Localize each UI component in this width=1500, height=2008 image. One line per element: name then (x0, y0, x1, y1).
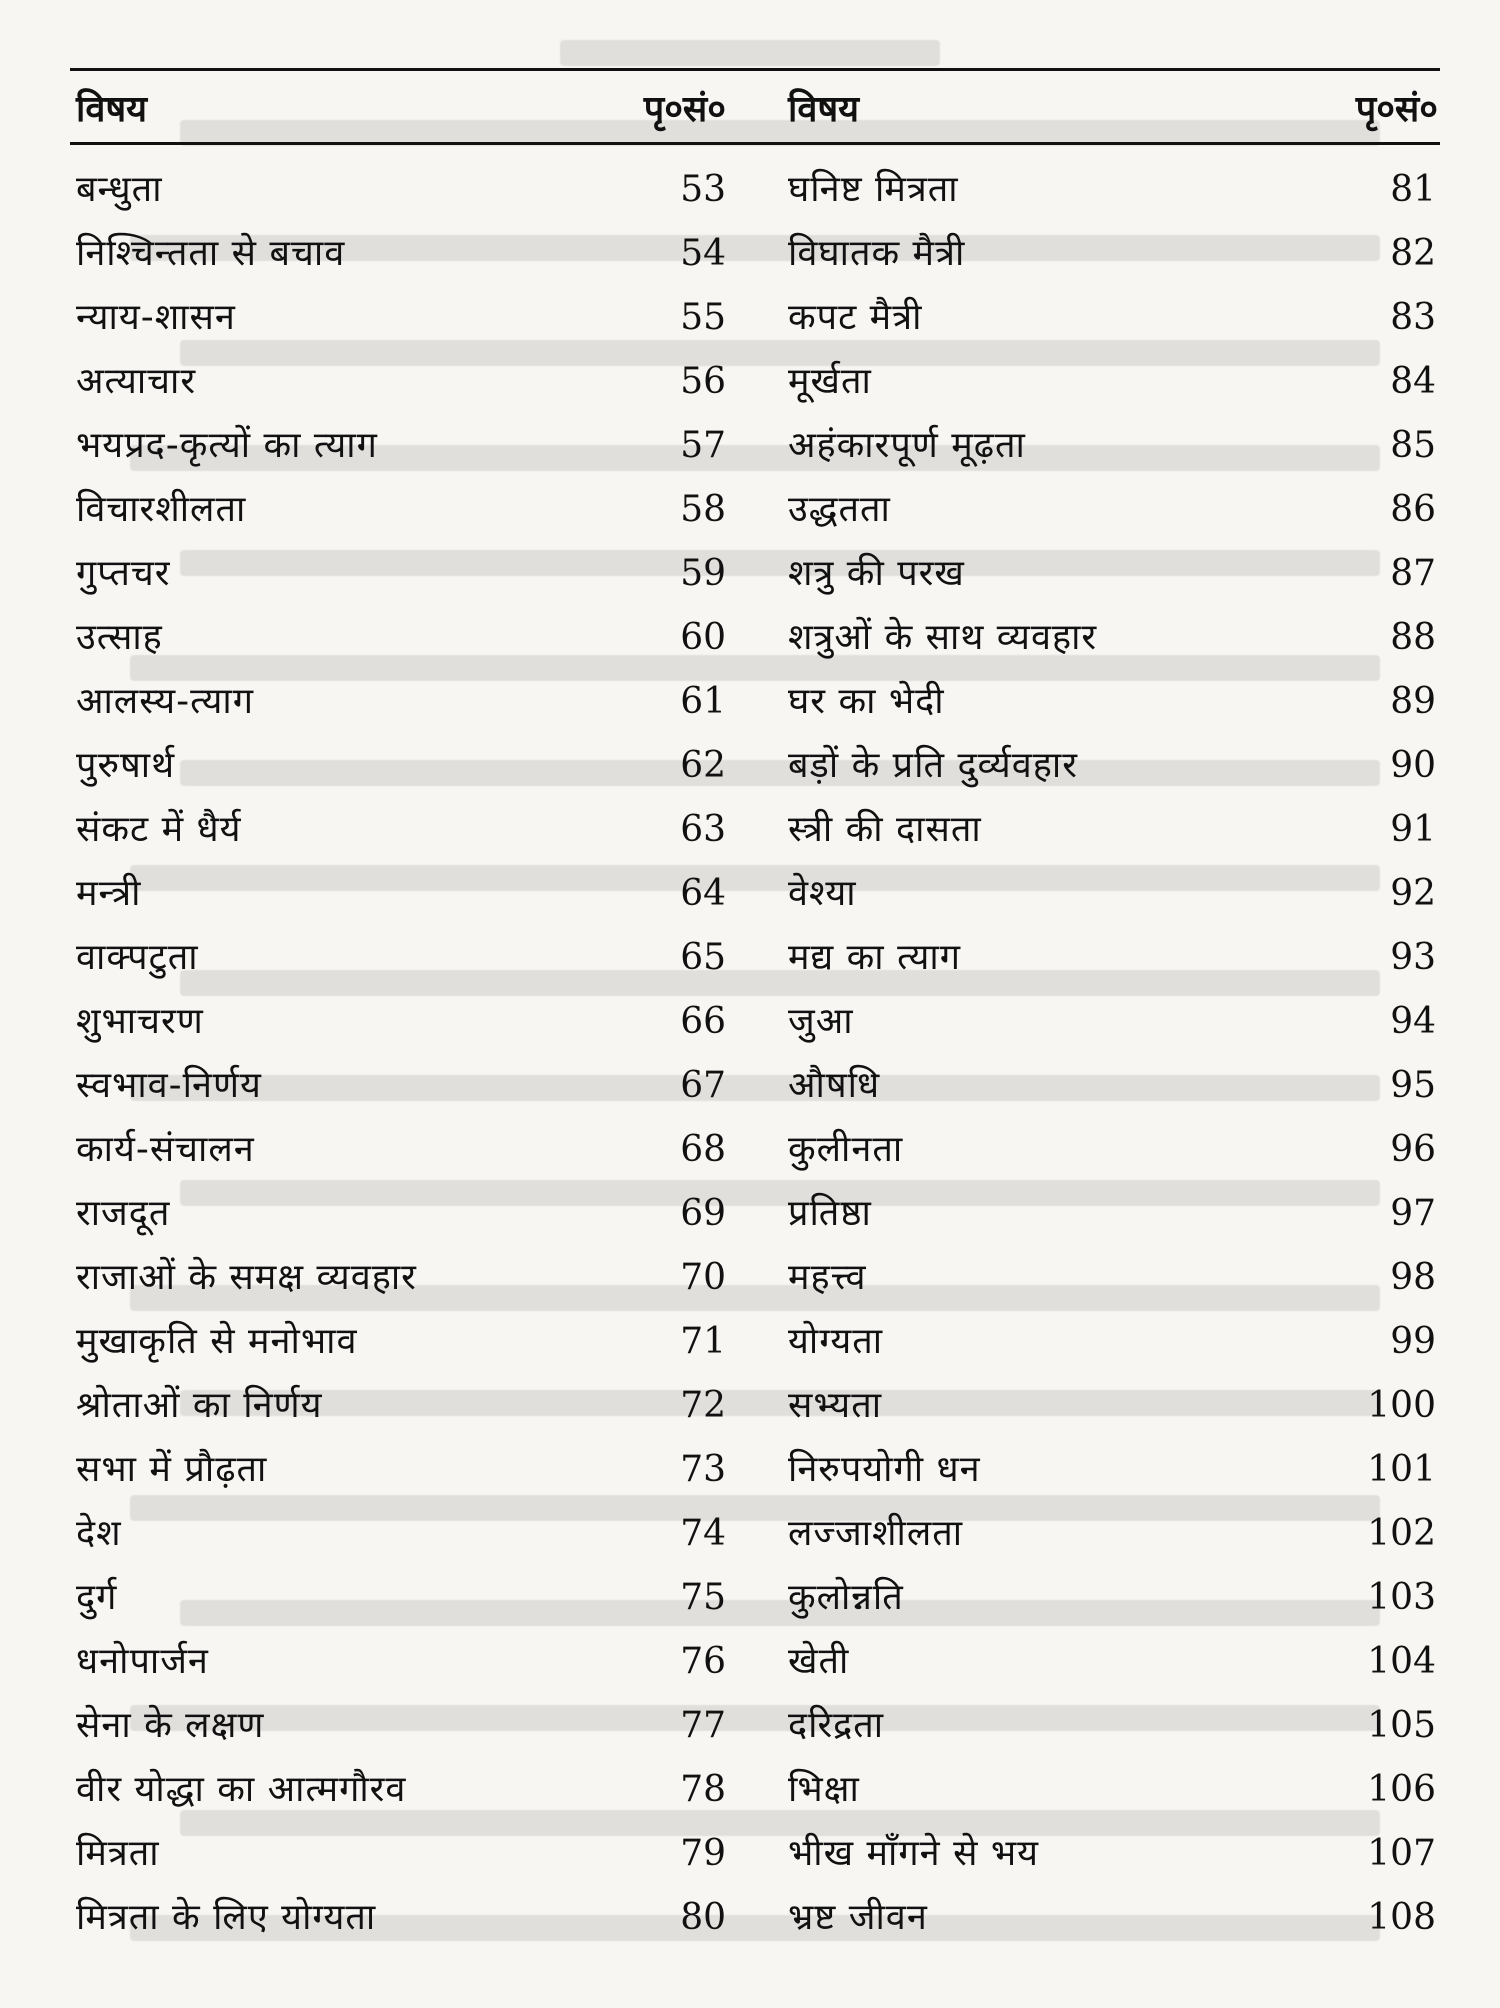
list-item (788, 606, 1440, 670)
page-number: 79 (680, 1833, 726, 1874)
list-item (788, 1374, 1440, 1438)
page-number: 106 (1367, 1769, 1436, 1810)
list-item (788, 1630, 1440, 1694)
page-number: 63 (680, 809, 726, 850)
right-column (788, 158, 1440, 2008)
list-item (788, 1758, 1440, 1822)
page-number: 85 (1390, 425, 1436, 466)
page-number: 86 (1390, 489, 1436, 530)
list-item (788, 1118, 1440, 1182)
list-item (70, 1566, 730, 1630)
page-number: 66 (680, 1001, 726, 1042)
left-page-header: पृ०सं० (643, 89, 726, 130)
topic-title: बड़ों के प्रति दुर्व्यवहार (788, 745, 1078, 786)
page-number: 82 (1390, 233, 1436, 274)
list-item (70, 286, 730, 350)
header-rule (70, 142, 1440, 145)
topic-title: सभा में प्रौढ़ता (76, 1449, 268, 1490)
page-number: 55 (680, 297, 726, 338)
topic-title: लज्जाशीलता (788, 1513, 964, 1554)
list-item (788, 1694, 1440, 1758)
page-number: 76 (680, 1641, 726, 1682)
page-number: 77 (680, 1705, 726, 1746)
page-number: 107 (1367, 1833, 1436, 1874)
list-item (788, 350, 1440, 414)
topic-title: वीर योद्धा का आत्मगौरव (76, 1769, 407, 1810)
page-number: 93 (1390, 937, 1436, 978)
list-item (70, 158, 730, 222)
left-topic-header: विषय (76, 89, 148, 130)
page-number: 71 (680, 1321, 726, 1362)
page-number: 62 (680, 745, 726, 786)
list-item (70, 1694, 730, 1758)
topic-title: राजाओं के समक्ष व्यवहार (76, 1257, 417, 1298)
topic-title: मूर्खता (788, 361, 872, 402)
list-item (70, 734, 730, 798)
page-number: 64 (680, 873, 726, 914)
list-item (70, 478, 730, 542)
list-item (788, 1182, 1440, 1246)
topic-title: कुलोन्नति (788, 1577, 904, 1618)
page-number: 100 (1367, 1385, 1436, 1426)
table-header (70, 82, 1440, 138)
list-item (70, 1118, 730, 1182)
list-item (70, 990, 730, 1054)
topic-title: मित्रता (76, 1833, 160, 1874)
topic-title: विघातक मैत्री (788, 233, 966, 274)
topic-title: प्रतिष्ठा (788, 1193, 872, 1234)
page-number: 87 (1390, 553, 1436, 594)
list-item (70, 862, 730, 926)
list-item (70, 606, 730, 670)
page-number: 61 (680, 681, 726, 722)
page-number: 102 (1367, 1513, 1436, 1554)
list-item (70, 1374, 730, 1438)
topic-title: भ्रष्ट जीवन (788, 1897, 928, 1938)
page-number: 95 (1390, 1065, 1436, 1106)
list-item (70, 1182, 730, 1246)
page-number: 103 (1367, 1577, 1436, 1618)
topic-title: शुभाचरण (76, 1001, 204, 1042)
topic-title: वाक्पटुता (76, 937, 199, 978)
topic-title: बन्धुता (76, 169, 163, 210)
topic-title: उत्साह (76, 617, 163, 658)
page-number: 81 (1390, 169, 1436, 210)
page-number: 88 (1390, 617, 1436, 658)
left-column (70, 158, 730, 2008)
list-item (70, 350, 730, 414)
page-number: 59 (680, 553, 726, 594)
topic-title: महत्त्व (788, 1257, 867, 1298)
page-number: 73 (680, 1449, 726, 1490)
topic-title: न्याय-शासन (76, 297, 236, 338)
page-number: 80 (680, 1897, 726, 1938)
topic-title: मित्रता के लिए योग्यता (76, 1897, 377, 1938)
topic-title: विचारशीलता (76, 489, 247, 530)
topic-title: निश्चिन्तता से बचाव (76, 233, 346, 274)
topic-title: औषधि (788, 1065, 881, 1106)
page-number: 65 (680, 937, 726, 978)
list-item (788, 990, 1440, 1054)
page-number: 74 (680, 1513, 726, 1554)
list-item (70, 1246, 730, 1310)
page-number: 108 (1367, 1897, 1436, 1938)
list-item (70, 222, 730, 286)
topic-title: आलस्य-त्याग (76, 681, 254, 722)
right-topic-header: विषय (788, 89, 860, 130)
topic-title: स्वभाव-निर्णय (76, 1065, 262, 1106)
topic-title: श्रोताओं का निर्णय (76, 1385, 323, 1426)
page-number: 56 (680, 361, 726, 402)
page-number: 104 (1367, 1641, 1436, 1682)
page-number: 92 (1390, 873, 1436, 914)
topic-title: दुर्ग (76, 1577, 118, 1618)
page-number: 89 (1390, 681, 1436, 722)
list-item (788, 734, 1440, 798)
list-item (788, 862, 1440, 926)
topic-title: भीख माँगने से भय (788, 1833, 1040, 1874)
list-item (70, 542, 730, 606)
page-number: 69 (680, 1193, 726, 1234)
topic-title: पुरुषार्थ (76, 745, 176, 786)
page-number: 101 (1367, 1449, 1436, 1490)
topic-title: वेश्या (788, 873, 857, 914)
topic-title: कुलीनता (788, 1129, 904, 1170)
topic-title: देश (76, 1513, 122, 1554)
page-number: 67 (680, 1065, 726, 1106)
page-number: 84 (1390, 361, 1436, 402)
page-number: 60 (680, 617, 726, 658)
topic-title: भयप्रद-कृत्यों का त्याग (76, 425, 378, 466)
topic-title: शत्रु की परख (788, 553, 965, 594)
list-item (788, 222, 1440, 286)
topic-title: मुखाकृति से मनोभाव (76, 1321, 358, 1362)
list-item (788, 478, 1440, 542)
page-number: 68 (680, 1129, 726, 1170)
list-item (788, 286, 1440, 350)
list-item (70, 1054, 730, 1118)
list-item (70, 1822, 730, 1886)
page-number: 99 (1390, 1321, 1436, 1362)
list-item (788, 1886, 1440, 1950)
list-item (788, 798, 1440, 862)
topic-title: जुआ (788, 1001, 854, 1042)
topic-title: मन्त्री (76, 873, 142, 914)
list-item (788, 542, 1440, 606)
list-item (70, 414, 730, 478)
page-number: 53 (680, 169, 726, 210)
topic-title: धनोपार्जन (76, 1641, 209, 1682)
topic-title: कपट मैत्री (788, 297, 923, 338)
page-number: 94 (1390, 1001, 1436, 1042)
topic-title: संकट में धैर्य (76, 809, 242, 850)
topic-title: निरुपयोगी धन (788, 1449, 981, 1490)
list-item (788, 1822, 1440, 1886)
page-number: 91 (1390, 809, 1436, 850)
topic-title: उद्धतता (788, 489, 891, 530)
page-number: 57 (680, 425, 726, 466)
list-item (70, 798, 730, 862)
page-number: 83 (1390, 297, 1436, 338)
list-item (70, 1310, 730, 1374)
list-item (70, 1438, 730, 1502)
list-item (70, 1886, 730, 1950)
page-number: 105 (1367, 1705, 1436, 1746)
page-number: 90 (1390, 745, 1436, 786)
page-number: 58 (680, 489, 726, 530)
list-item (70, 926, 730, 990)
list-item (788, 1502, 1440, 1566)
page-number: 70 (680, 1257, 726, 1298)
topic-title: दरिद्रता (788, 1705, 885, 1746)
topic-title: कार्य-संचालन (76, 1129, 255, 1170)
topic-title: अहंकारपूर्ण मूढ़ता (788, 425, 1026, 466)
list-item (788, 1246, 1440, 1310)
topic-title: घर का भेदी (788, 681, 945, 722)
page-number: 98 (1390, 1257, 1436, 1298)
topic-title: योग्यता (788, 1321, 884, 1362)
topic-title: घनिष्ट मित्रता (788, 169, 959, 210)
topic-title: गुप्तचर (76, 553, 171, 594)
topic-title: अत्याचार (76, 361, 197, 402)
list-item (788, 1310, 1440, 1374)
list-item (788, 670, 1440, 734)
page-number: 96 (1390, 1129, 1436, 1170)
list-item (788, 1438, 1440, 1502)
topic-title: मद्य का त्याग (788, 937, 961, 978)
list-item (70, 670, 730, 734)
topic-title: राजदूत (76, 1193, 171, 1234)
list-item (70, 1758, 730, 1822)
topic-title: भिक्षा (788, 1769, 860, 1810)
list-item (788, 158, 1440, 222)
page-number: 78 (680, 1769, 726, 1810)
page-number: 72 (680, 1385, 726, 1426)
topic-title: खेती (788, 1641, 850, 1682)
list-item (788, 1054, 1440, 1118)
list-item (70, 1630, 730, 1694)
list-item (788, 1566, 1440, 1630)
list-item (788, 414, 1440, 478)
list-item (70, 1502, 730, 1566)
top-rule (70, 68, 1440, 71)
topic-title: स्त्री की दासता (788, 809, 982, 850)
topic-title: सभ्यता (788, 1385, 883, 1426)
topic-title: सेना के लक्षण (76, 1705, 265, 1746)
page-number: 75 (680, 1577, 726, 1618)
right-page-header: पृ०सं० (1355, 89, 1438, 130)
page-number: 54 (680, 233, 726, 274)
list-item (788, 926, 1440, 990)
page-number: 97 (1390, 1193, 1436, 1234)
topic-title: शत्रुओं के साथ व्यवहार (788, 617, 1098, 658)
